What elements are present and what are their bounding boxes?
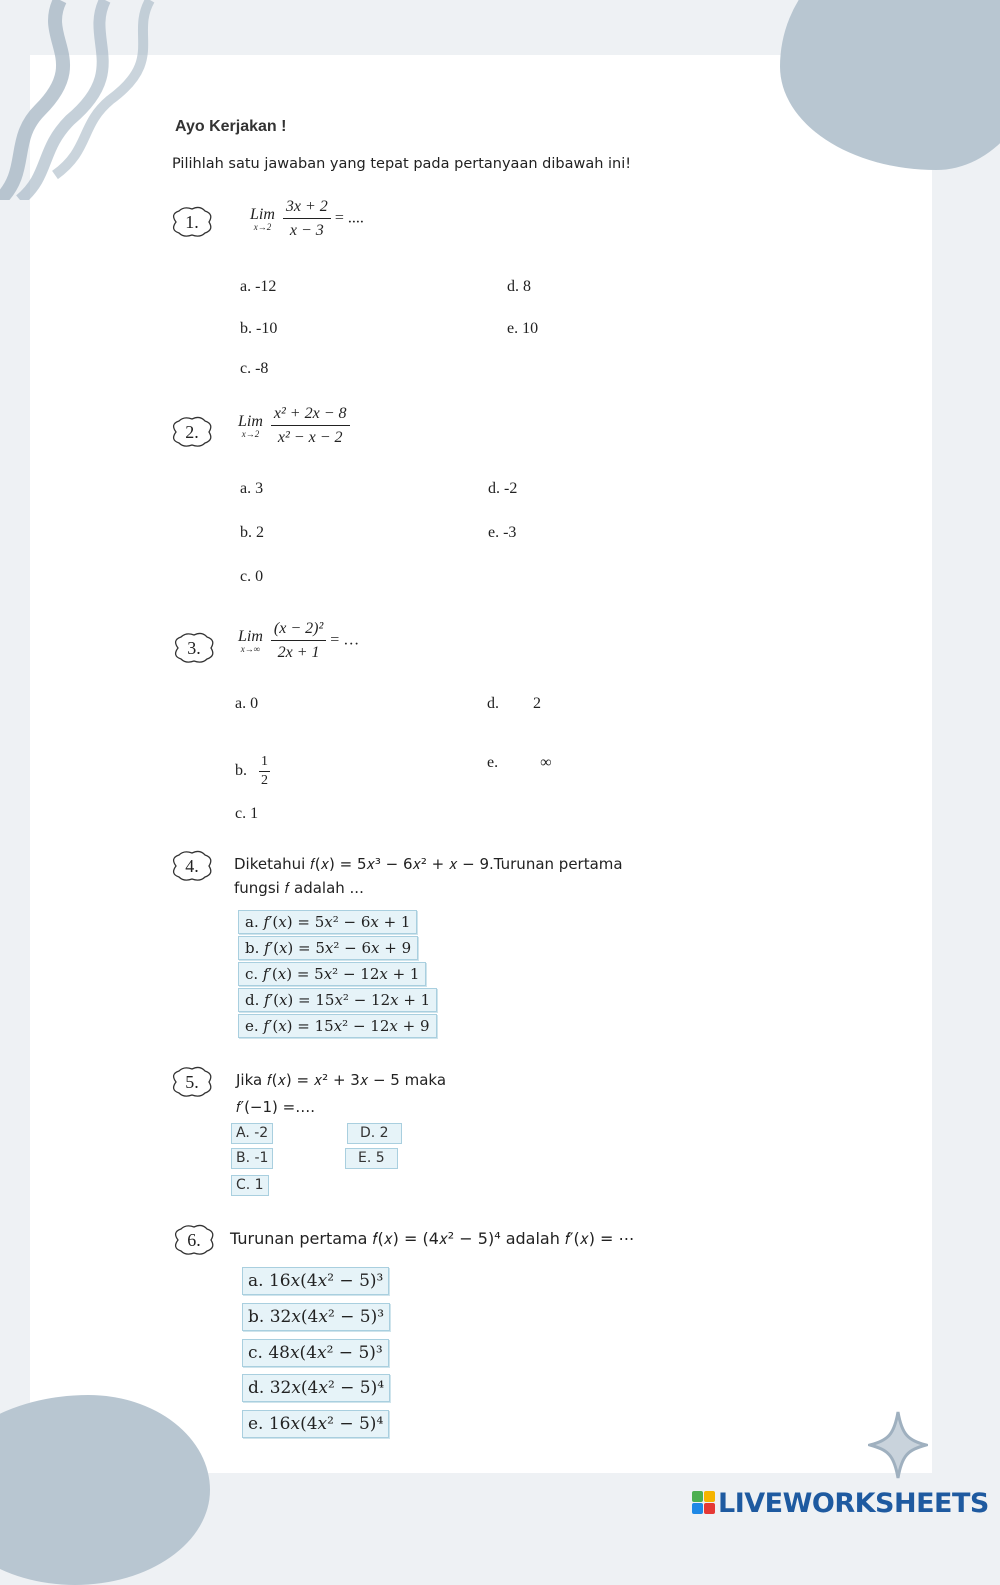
sparkle-icon <box>868 1410 928 1480</box>
option-5d[interactable]: D. 2 <box>347 1123 402 1144</box>
option-4b[interactable]: b. 𝑓′(𝑥) = 5𝑥² − 6𝑥 + 9 <box>238 936 418 960</box>
question-number-6: 6. <box>172 1224 216 1256</box>
question-number-3: 3. <box>172 632 216 664</box>
option-2e[interactable]: e. -3 <box>488 524 517 541</box>
option-5b[interactable]: B. -1 <box>231 1148 273 1169</box>
option-6d[interactable]: d. 32𝑥(4𝑥² − 5)⁴ <box>242 1374 390 1402</box>
question-5-stem-line-2: 𝑓′(−1) =…. <box>236 1098 315 1116</box>
option-1b[interactable]: b. -10 <box>240 320 278 337</box>
option-2d[interactable]: d. -2 <box>488 480 518 497</box>
option-4e[interactable]: e. 𝑓′(𝑥) = 15𝑥² − 12𝑥 + 9 <box>238 1014 437 1038</box>
question-3-expression: Lim x→∞ $\frac{\text{(x − 2)²}}{2x + 1}$ = … <box>238 620 360 661</box>
liveworksheets-logo-icon <box>692 1491 716 1515</box>
option-6c[interactable]: c. 48𝑥(4𝑥² − 5)³ <box>242 1339 389 1367</box>
option-6a[interactable]: a. 16𝑥(4𝑥² − 5)³ <box>242 1267 389 1295</box>
liveworksheets-logo[interactable] <box>692 1488 989 1519</box>
brand-name: LIVEWORKSHEETS <box>718 1488 989 1519</box>
option-2a[interactable]: a. 3 <box>240 480 264 497</box>
option-2c[interactable]: c. 0 <box>240 568 264 585</box>
option-3d[interactable]: d. 2 <box>487 695 541 712</box>
option-1e[interactable]: e. 10 <box>507 320 539 337</box>
option-3b[interactable]: b. $\frac{1}{2}$ <box>235 754 268 788</box>
question-5-stem-line-1: Jika 𝑓(𝑥) = 𝑥² + 3𝑥 − 5 maka <box>236 1071 447 1089</box>
option-5c[interactable]: C. 1 <box>231 1175 269 1196</box>
question-2-expression: Lim x→2 $\frac{\text{x² + 2x − 8}}{\text{x² − x − 2}}$ <box>238 405 350 447</box>
decor-waves <box>0 0 200 200</box>
question-4-stem-line-2: fungsi 𝑓 adalah ... <box>234 879 364 897</box>
option-1a[interactable]: a. -12 <box>240 278 277 295</box>
option-6b[interactable]: b. 32𝑥(4𝑥² − 5)³ <box>242 1303 390 1331</box>
option-3c[interactable]: c. 1 <box>235 805 259 822</box>
option-4c[interactable]: c. 𝑓′(𝑥) = 5𝑥² − 12𝑥 + 1 <box>238 962 426 986</box>
question-number-2: 2. <box>170 416 214 448</box>
question-number-4: 4. <box>170 850 214 882</box>
question-number-5: 5. <box>170 1066 214 1098</box>
question-4-stem-line-1: Diketahui 𝑓(𝑥) = 5𝑥³ − 6𝑥² + 𝑥 − 9.Turunan pertama <box>234 855 623 873</box>
question-6-stem: Turunan pertama 𝑓(𝑥) = (4𝑥² − 5)⁴ adalah 𝑓′(𝑥) = ⋯ <box>230 1229 635 1248</box>
option-4d[interactable]: d. 𝑓′(𝑥) = 15𝑥² − 12𝑥 + 1 <box>238 988 437 1012</box>
option-3a[interactable]: a. 0 <box>235 695 259 712</box>
option-5e[interactable]: E. 5 <box>345 1148 398 1169</box>
option-2b[interactable]: b. 2 <box>240 524 264 541</box>
option-6e[interactable]: e. 16𝑥(4𝑥² − 5)⁴ <box>242 1410 389 1438</box>
option-3e[interactable]: e. ∞ <box>487 754 552 771</box>
question-number-1: 1. <box>170 206 214 238</box>
option-4a[interactable]: a. 𝑓′(𝑥) = 5𝑥² − 6𝑥 + 1 <box>238 910 417 934</box>
instructions: Pilihlah satu jawaban yang tepat pada pertanyaan dibawah ini! <box>172 156 632 172</box>
worksheet-page <box>30 55 932 1473</box>
option-5a[interactable]: A. -2 <box>231 1123 273 1144</box>
option-1d[interactable]: d. 8 <box>507 278 531 295</box>
option-1c[interactable]: c. -8 <box>240 360 269 377</box>
page-title: Ayo Kerjakan ! <box>175 118 287 135</box>
question-1-expression: Lim x→2 $\frac{3x + 2}{x - 3}$ = .... <box>250 198 364 239</box>
